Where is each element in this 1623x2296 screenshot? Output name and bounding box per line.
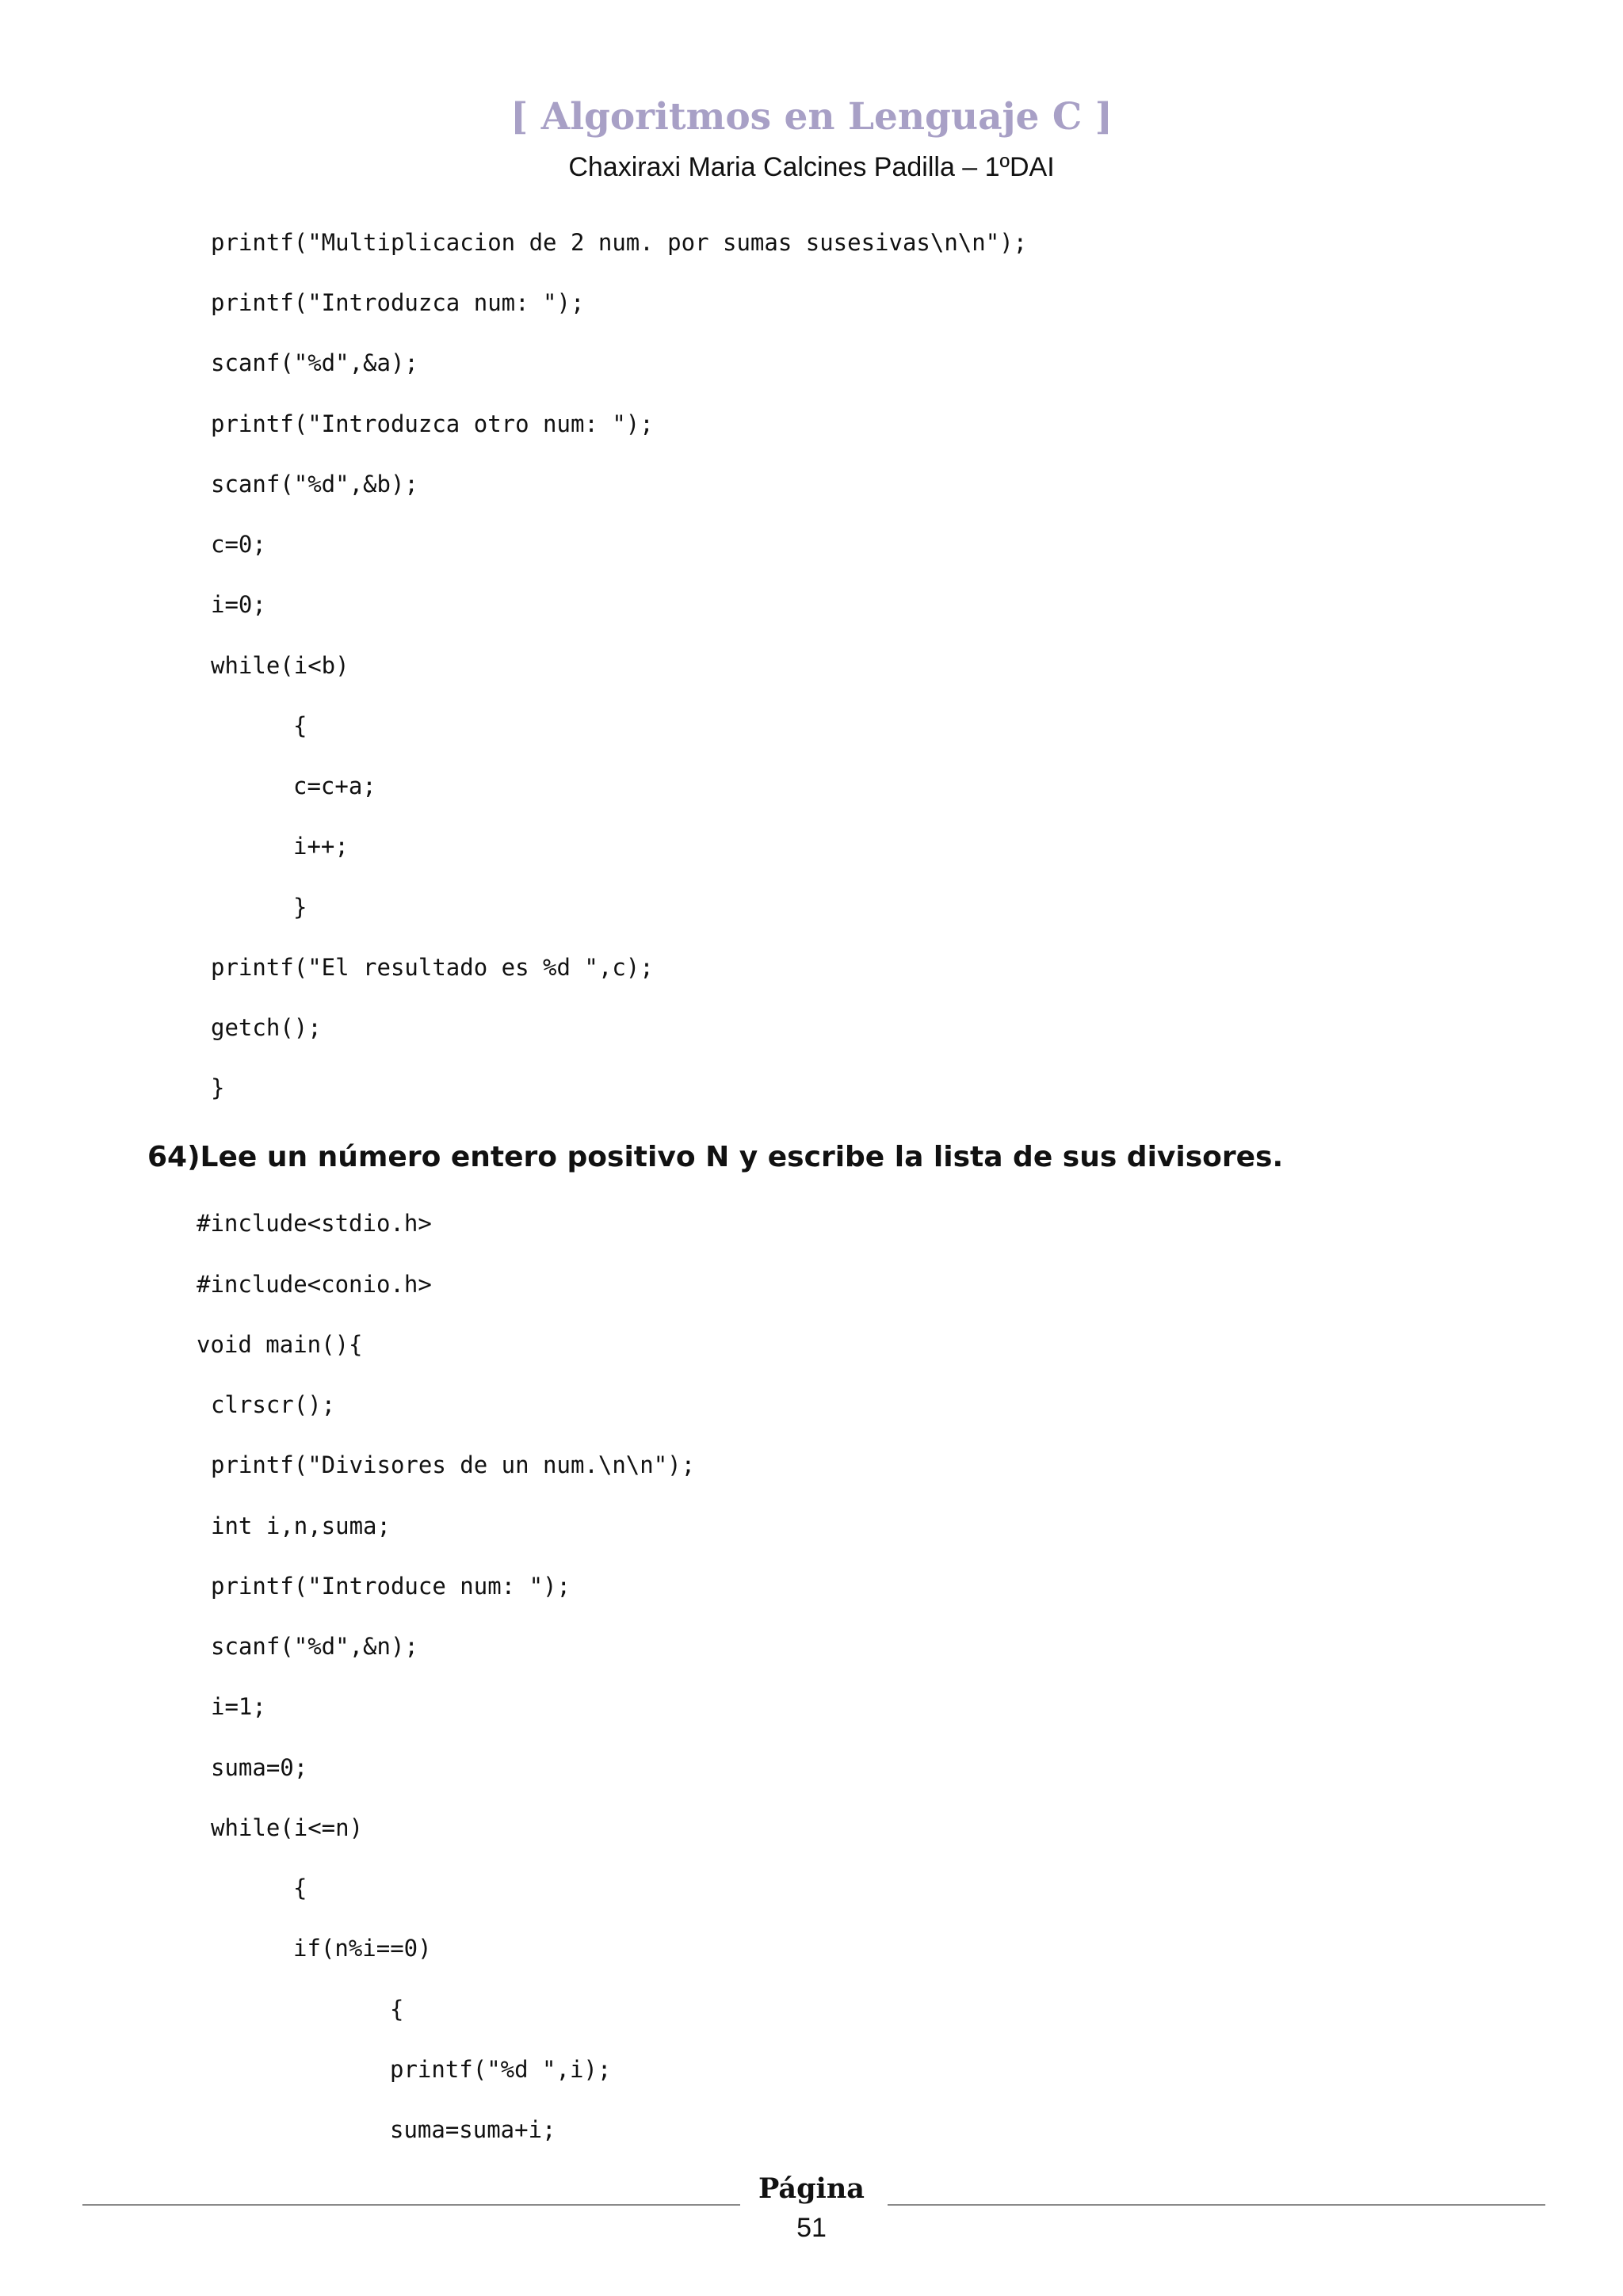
code-line: { xyxy=(293,712,307,739)
code-line: if(n%i==0) xyxy=(293,1935,432,1962)
code-line: while(i<=n) xyxy=(211,1814,364,1841)
code-line: printf("Introduzca otro num: "); xyxy=(211,410,654,437)
page-number: 51 xyxy=(796,2213,827,2243)
code-line: { xyxy=(293,1875,307,1901)
code-line: suma=suma+i; xyxy=(390,2116,556,2143)
author-line: Chaxiraxi Maria Calcines Padilla – 1ºDAI xyxy=(568,152,1055,182)
code-line: int i,n,suma; xyxy=(211,1512,391,1539)
code-line: #include<stdio.h> xyxy=(197,1210,432,1237)
code-line: i=1; xyxy=(211,1693,266,1720)
code-line: } xyxy=(293,894,307,921)
code-line: #include<conio.h> xyxy=(197,1271,432,1298)
code-line: } xyxy=(211,1074,225,1101)
code-line: { xyxy=(390,1996,404,2023)
code-line: printf("El resultado es %d ",c); xyxy=(211,954,654,981)
code-line: printf("Multiplicacion de 2 num. por sumas susesivas\n\n"); xyxy=(211,229,1028,256)
code-line: scanf("%d",&b); xyxy=(211,471,418,498)
exercise-heading: 64)Lee un número entero positivo N y escribe la lista de sus divisores. xyxy=(147,1141,1284,1173)
code-line: void main(){ xyxy=(197,1331,363,1358)
document-title: [ Algoritmos en Lenguaje C ] xyxy=(510,95,1113,139)
code-line: i++; xyxy=(293,833,349,860)
code-line: printf("Divisores de un num.\n\n"); xyxy=(211,1451,696,1478)
code-line: while(i<b) xyxy=(211,652,349,679)
code-line: getch(); xyxy=(211,1014,322,1041)
code-line: i=0; xyxy=(211,591,266,618)
code-line: clrscr(); xyxy=(211,1391,336,1418)
code-line: c=c+a; xyxy=(293,772,376,799)
footer-page-label: Página xyxy=(758,2172,865,2205)
code-line: printf("Introduzca num: "); xyxy=(211,289,585,316)
code-line: scanf("%d",&n); xyxy=(211,1633,418,1660)
code-line: printf("Introduce num: "); xyxy=(211,1573,571,1600)
code-line: scanf("%d",&a); xyxy=(211,349,418,376)
code-line: printf("%d ",i); xyxy=(390,2056,612,2083)
code-line: c=0; xyxy=(211,531,266,558)
code-line: suma=0; xyxy=(211,1754,308,1781)
